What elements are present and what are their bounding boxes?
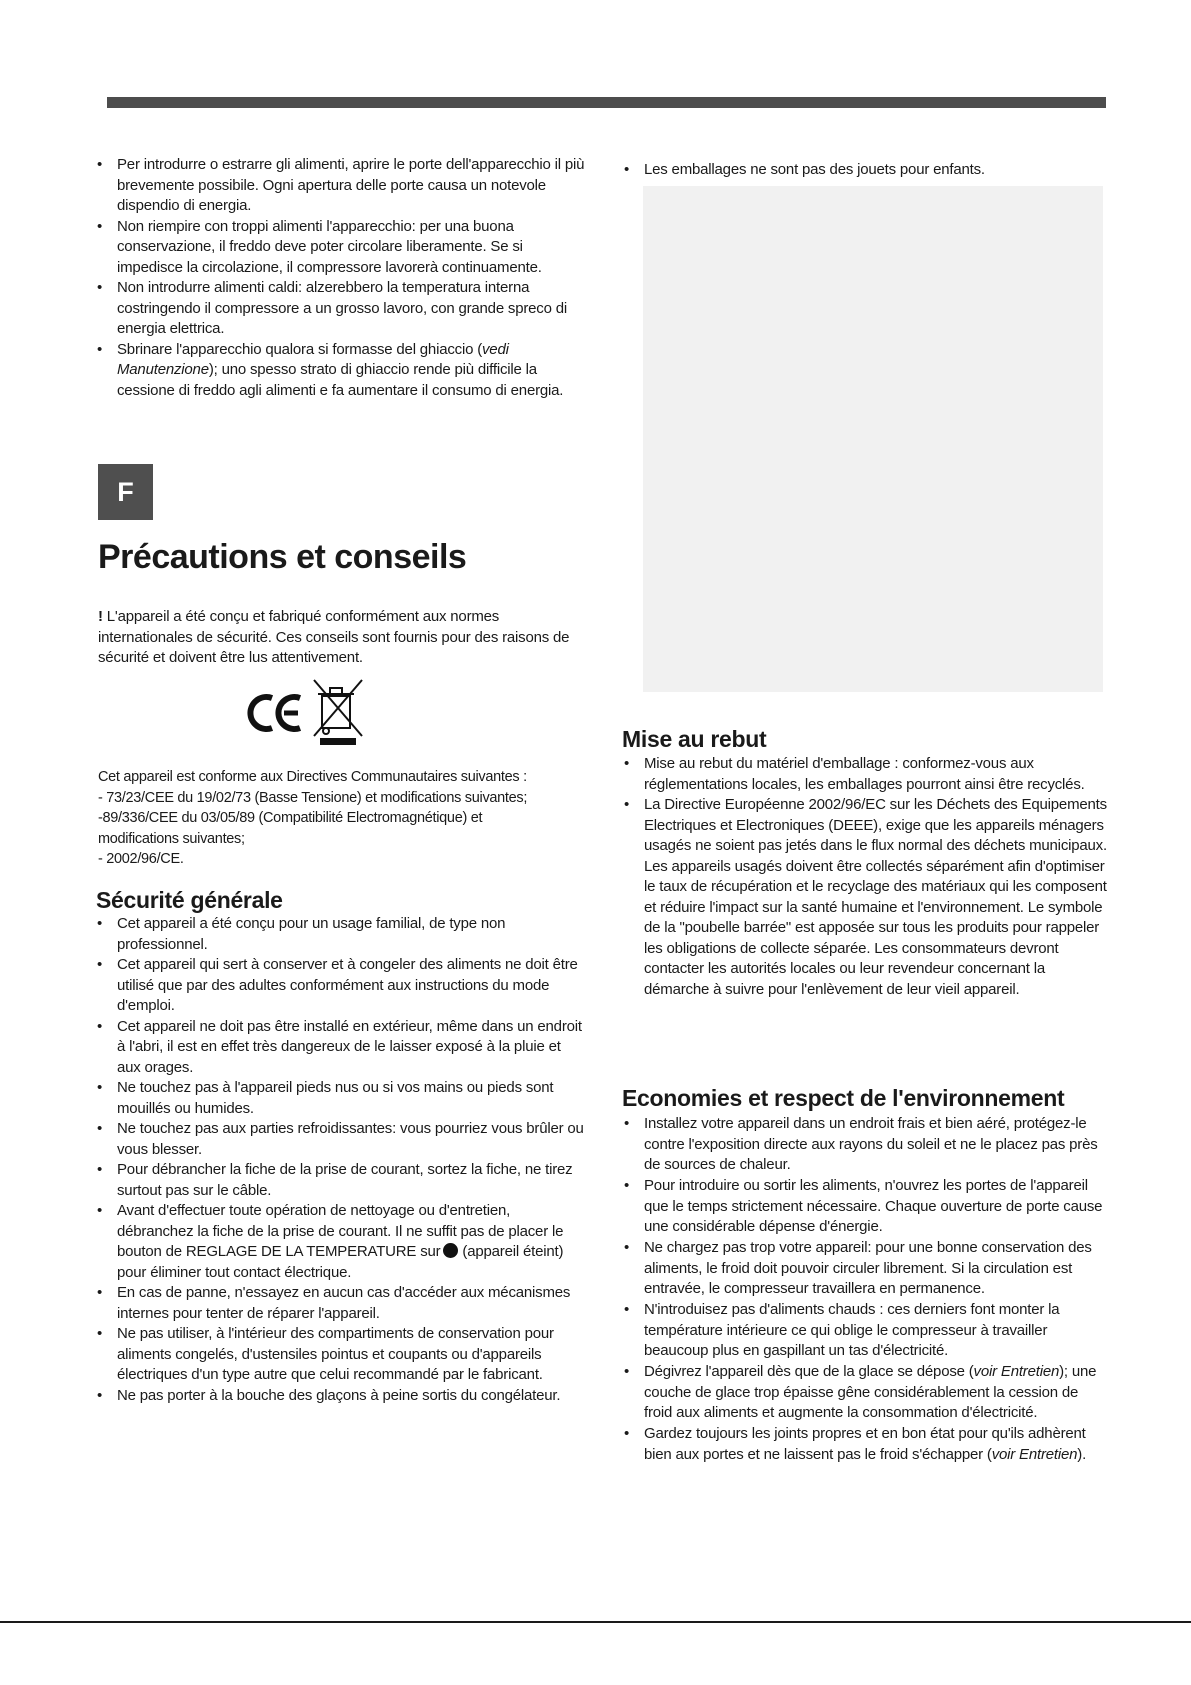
list-item: • Ne touchez pas à l'appareil pieds nus ou si vos mains ou pieds sont mouillés ou humides. [95, 1078, 585, 1119]
list-item: • Pour introduire ou sortir les aliments, n'ouvrez les portes de l'appareil que le temps strictement nécessaire. Chaque ouverture de porte cause une considérable dépense d'énergie. [622, 1176, 1107, 1238]
page-title: Précautions et conseils [98, 538, 467, 576]
list-item: • Cet appareil qui sert à conserver et à congeler des aliments ne doit être utilisé que par des adultes conformément aux instructions du mode d'emploi. [95, 955, 585, 1017]
list-item: • Ne pas utiliser, à l'intérieur des compartiments de conservation pour aliments congelés, d'ustensiles pointus et coupants ou d'appareils électriques d'un type autre que celui recommandé par le fabricant. [95, 1324, 585, 1386]
list-item: • Les emballages ne sont pas des jouets pour enfants. [622, 160, 1107, 181]
list-item: • Per introdurre o estrarre gli alimenti, aprire le porte dell'apparecchio il più brevemente possibile. Ogni apertura delle porte causa un notevole dispendio di energia. [95, 155, 585, 217]
footer-rule [0, 1621, 1191, 1623]
crossed-bin-icon [314, 680, 362, 736]
list-item: • N'introduisez pas d'aliments chauds : ces derniers font monter la température intérieure ce qui oblige le compresseur à travailler beaucoup plus en gaspillant un tas d'électricité. [622, 1300, 1107, 1362]
list-item: • Non riempire con troppi alimenti l'apparecchio: per una buona conservazione, il freddo deve poter circolare liberamente. Se si impedisce la circolazione, il compressore lavorerà continuamente. [95, 217, 585, 279]
securite-heading: Sécurité générale [96, 887, 283, 913]
list-item: • En cas de panne, n'essayez en aucun cas d'accéder aux mécanismes internes pour tenter de réparer l'appareil. [95, 1283, 585, 1324]
italian-list [95, 155, 585, 401]
list-item: • Non introdurre alimenti caldi: alzerebbero la temperatura interna costringendo il compressore a un grosso lavoro, con grande spreco di energia elettrica. [95, 278, 585, 340]
list-item: • La Directive Européenne 2002/96/EC sur les Déchets des Equipements Electriques et Electroniques (DEEE), exige que les appareils ménagers usagés ne soient pas jetés dans le flux normal des déchets municipaux. Les appareils usagés doivent être collectés séparément afin d'optimiser le taux de récupération et le recyclage des matériaux qui les composent et réduire l'impact sur la santé humaine et l'environnement. Le symbole de la "poubelle barrée" est apposée sur tous les produits pour rappeler les obligations de collecte séparée. Les consommateurs devront contacter les autorités locales ou leur revendeur concernant la démarche à suivre pour l'enlèvement de leur vieil appareil. [622, 795, 1107, 1000]
list-item: • Installez votre appareil dans un endroit frais et bien aéré, protégez-le contre l'exposition directe aux rayons du soleil et ne le placez pas près de sources de chaleur. [622, 1114, 1107, 1176]
list-item: • Cet appareil a été conçu pour un usage familial, de type non professionnel. [95, 914, 585, 955]
securite-list [95, 914, 585, 1406]
ce-weee-logos [238, 676, 368, 746]
list-item: • Gardez toujours les joints propres et en bon état pour qu'ils adhèrent bien aux portes et ne laissent pas le froid s'échapper (voir Entretien). [622, 1424, 1107, 1465]
italian-section [95, 155, 585, 401]
list-item: • Ne pas porter à la bouche des glaçons à peine sortis du congélateur. [95, 1386, 585, 1407]
rebut-heading: Mise au rebut [622, 726, 767, 752]
list-item: • Avant d'effectuer toute opération de nettoyage ou d'entretien, débranchez la fiche de la prise de courant. Il ne suffit pas de placer le bouton de REGLAGE DE LA TEMPERATURE sur (appareil éteint) pour éliminer tout contact électrique. [95, 1201, 585, 1283]
rebut-list [622, 754, 1107, 1000]
securite-section [95, 914, 585, 1406]
intro-paragraph: ! L'appareil a été conçu et fabriqué conformément aux normes internationales de sécurité. Ces conseils sont fournis pour des raisons de sécurité et doivent être lus attentivement. [98, 608, 570, 666]
list-item: • Dégivrez l'appareil dès que de la glace se dépose (voir Entretien); une couche de glace trop épaisse gêne considérablement la cession de froid aux aliments et augmente la consommation d'électricité. [622, 1362, 1107, 1424]
list-item: • Ne touchez pas aux parties refroidissantes: vous pourriez vous brûler ou vous blesser. [95, 1119, 585, 1160]
packaging-note-section [622, 160, 1107, 181]
rebut-section [622, 754, 1107, 1000]
eco-heading: Economies et respect de l'environnement [622, 1085, 1065, 1111]
directives-text: Cet appareil est conforme aux Directives Communautaires suivantes : - 73/23/CEE du 19/02/73 (Basse Tensione) et modifications suivantes; -89/336/CEE du 03/05/89 (Compatibilité Electromagnétique) et modifications suivantes; - 2002/96/CE. [98, 769, 528, 867]
list-item: • Mise au rebut du matériel d'emballage : conformez-vous aux réglementations locales, les emballages pourront ainsi être recyclés. [622, 754, 1107, 795]
eco-section [622, 1114, 1107, 1466]
header-bar [107, 97, 1106, 108]
list-item: • Ne chargez pas trop votre appareil: pour une bonne conservation des aliments, le froid doit pouvoir circuler librement. Si la circulation est entravée, le compresseur travaillera en permanence. [622, 1238, 1107, 1300]
list-item: • Pour débrancher la fiche de la prise de courant, sortez la fiche, ne tirez surtout pas sur le câble. [95, 1160, 585, 1201]
off-dot-icon [443, 1243, 458, 1258]
image-placeholder [643, 186, 1103, 692]
eco-list [622, 1114, 1107, 1465]
language-badge: F [98, 464, 153, 520]
list-item: • Cet appareil ne doit pas être installé en extérieur, même dans un endroit à l'abri, il est en effet très dangereux de le laisser exposé à la pluie et aux orages. [95, 1017, 585, 1079]
weee-bar [320, 738, 356, 745]
list-item: • Sbrinare l'apparecchio qualora si formasse del ghiaccio (vedi Manutenzione); uno spesso strato di ghiaccio rende più difficile la cessione di freddo agli alimenti e fa aumentare il consumo di energia. [95, 340, 585, 402]
